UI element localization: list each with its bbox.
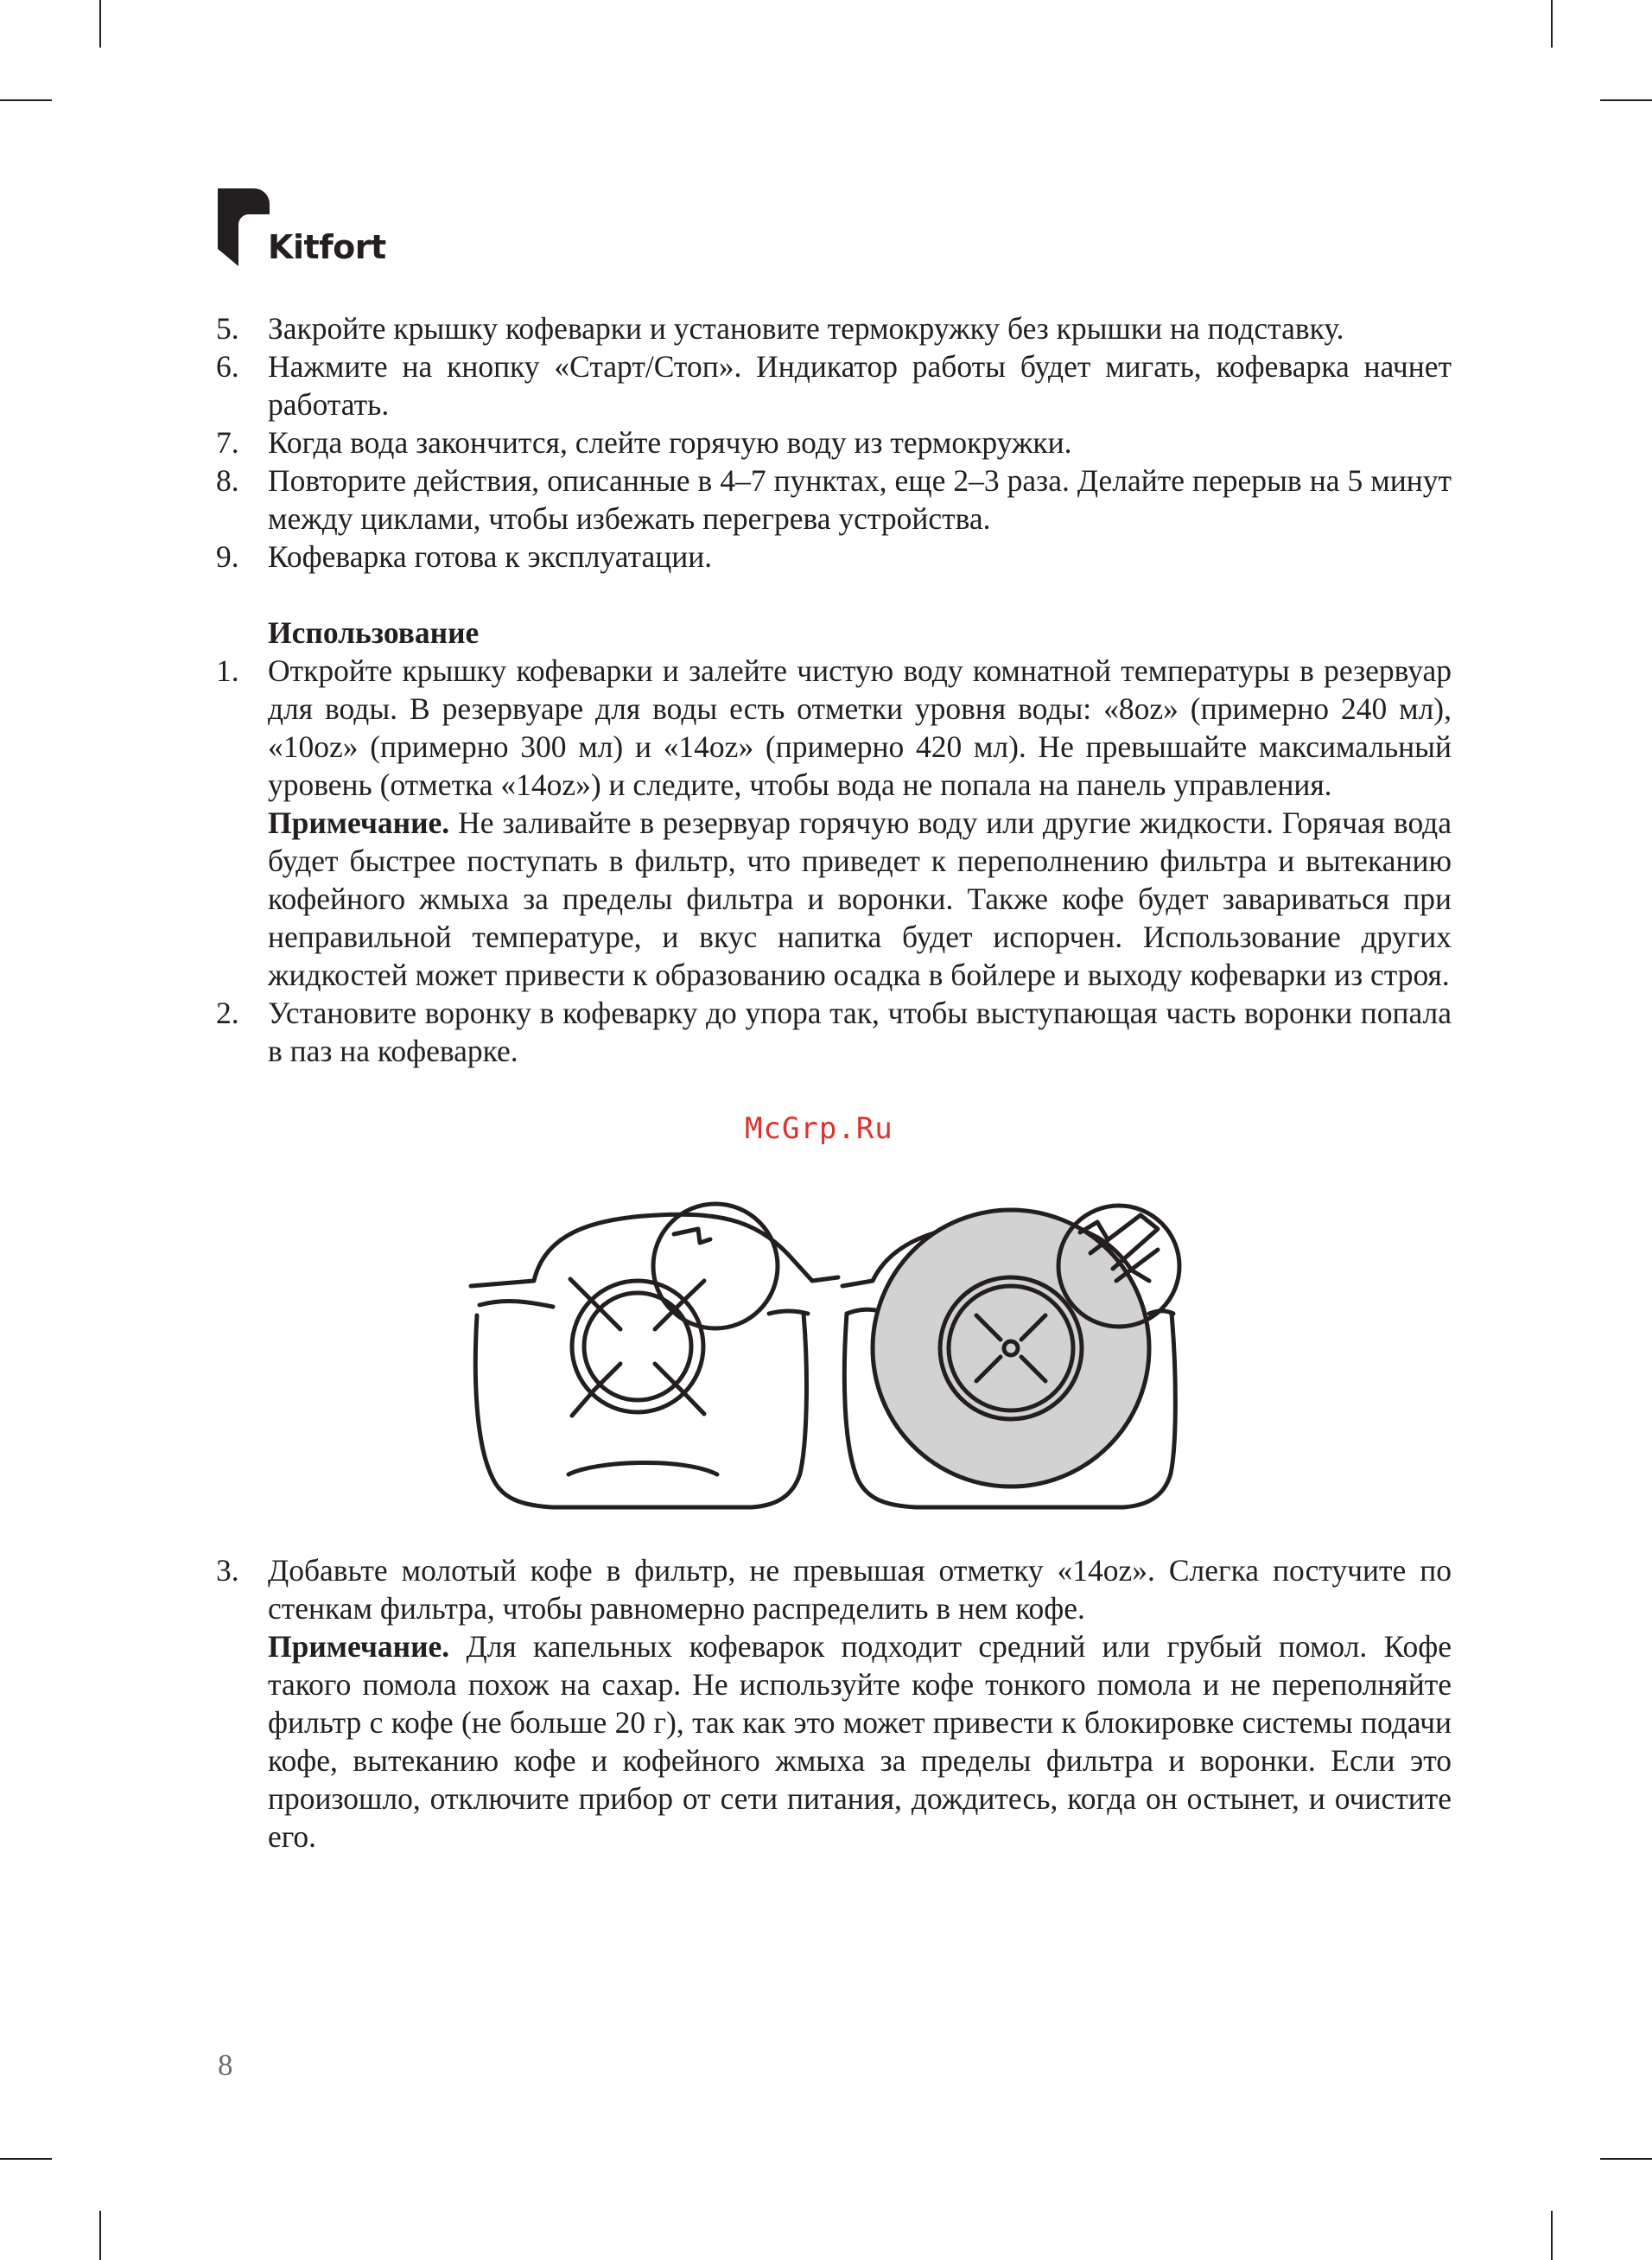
note-label: Примечание. bbox=[268, 805, 450, 840]
list-number: 1. bbox=[216, 653, 239, 688]
crop-mark bbox=[0, 99, 52, 101]
crop-mark bbox=[1600, 99, 1652, 101]
list-item bbox=[216, 652, 1452, 994]
list-number: 6. bbox=[216, 349, 239, 384]
crop-mark bbox=[0, 2158, 52, 2160]
funnel-installation-illustration bbox=[467, 1184, 1192, 1530]
page-number: 8 bbox=[218, 2048, 233, 2082]
list-number: 2. bbox=[216, 996, 239, 1030]
list-text: Добавьте молотый кофе в фильтр, не превышая отметку «14oz». Слегка постучите по стенкам фильтра, чтобы равномерно распределить в нем кофе. bbox=[268, 1553, 1452, 1626]
list-text: Когда вода закончится, слейте горячую воду из термокружки. bbox=[268, 425, 1072, 460]
list-text: Повторите действия, описанные в 4–7 пунктах, еще 2–3 раза. Делайте перерыв на 5 минут между циклами, чтобы избежать перегрева устройства. bbox=[268, 463, 1452, 536]
note-paragraph bbox=[268, 804, 1452, 994]
note-label: Примечание. bbox=[268, 1629, 450, 1664]
list-number: 5. bbox=[216, 311, 239, 346]
list-item bbox=[216, 347, 1452, 423]
crop-mark bbox=[1600, 2158, 1652, 2160]
note-paragraph bbox=[268, 1627, 1452, 1856]
list-number: 9. bbox=[216, 539, 239, 574]
crop-mark bbox=[1551, 0, 1553, 48]
list-number: 3. bbox=[216, 1553, 239, 1588]
note-text: Не заливайте в резервуар горячую воду или другие жидкости. Горячая вода будет быстрее поступать в фильтр, что приведет к переполнению фильтра и вытеканию кофейного жмыха за пределы фильтра и воронки. Также кофе будет завариваться при неправильной температуре, и вкус напитка будет испорчен. Использование других жидкостей может привести к образованию осадка в бойлере и выходу кофеварки из строя. bbox=[268, 805, 1452, 992]
list-item bbox=[216, 423, 1452, 462]
brand-name: Kitfort bbox=[268, 228, 386, 266]
note-text: Для капельных кофеварок подходит средний или грубый помол. Кофе такого помола похож на сахар. Не используйте кофе тонкого помола и не переполняйте фильтр с кофе (не больше 20 г), так как это может привести к блокировке системы подачи кофе, вытеканию кофе и кофейного жмыха за пределы фильтра и воронки. Если это произошло, отключите прибор от сети питания, дождитесь, когда он остынет, и очистите его. bbox=[268, 1629, 1452, 1854]
machine-top-view-with-funnel bbox=[842, 1206, 1179, 1507]
crop-mark bbox=[99, 0, 101, 48]
list-text: Установите воронку в кофеварку до упора так, чтобы выступающая часть воронки попала в паз на кофеварке. bbox=[268, 996, 1452, 1068]
watermark: McGrp.Ru bbox=[745, 1111, 893, 1146]
list-item bbox=[216, 1551, 1452, 1856]
list-text: Кофеварка готова к эксплуатации. bbox=[268, 539, 713, 574]
list-text: Закройте крышку кофеварки и установите термокружку без крышки на подставку. bbox=[268, 311, 1344, 346]
list-number: 8. bbox=[216, 463, 239, 498]
machine-top-view-empty bbox=[471, 1204, 838, 1507]
list-text: Нажмите на кнопку «Старт/Стоп». Индикатор работы будет мигать, кофеварка начнет работать. bbox=[268, 349, 1452, 422]
crop-mark bbox=[99, 2211, 101, 2260]
setup-steps-list bbox=[216, 309, 1452, 576]
list-item bbox=[216, 309, 1452, 347]
document-body bbox=[216, 309, 1452, 1856]
list-item bbox=[216, 538, 1452, 576]
list-item bbox=[216, 994, 1452, 1070]
list-text: Откройте крышку кофеварки и залейте чистую воду комнатной температуры в резервуар для воды. В резервуаре для воды есть отметки уровня воды: «8oz» (примерно 240 мл), «10oz» (примерно 300 мл) и «14oz» (примерно 420 мл). Не превышайте максимальный уровень (отметка «14oz») и следите, чтобы вода не попала на панель управления. bbox=[268, 653, 1452, 802]
crop-mark bbox=[1551, 2211, 1553, 2260]
section-heading: Использование bbox=[268, 615, 480, 650]
list-number: 7. bbox=[216, 425, 239, 460]
list-item bbox=[216, 462, 1452, 538]
